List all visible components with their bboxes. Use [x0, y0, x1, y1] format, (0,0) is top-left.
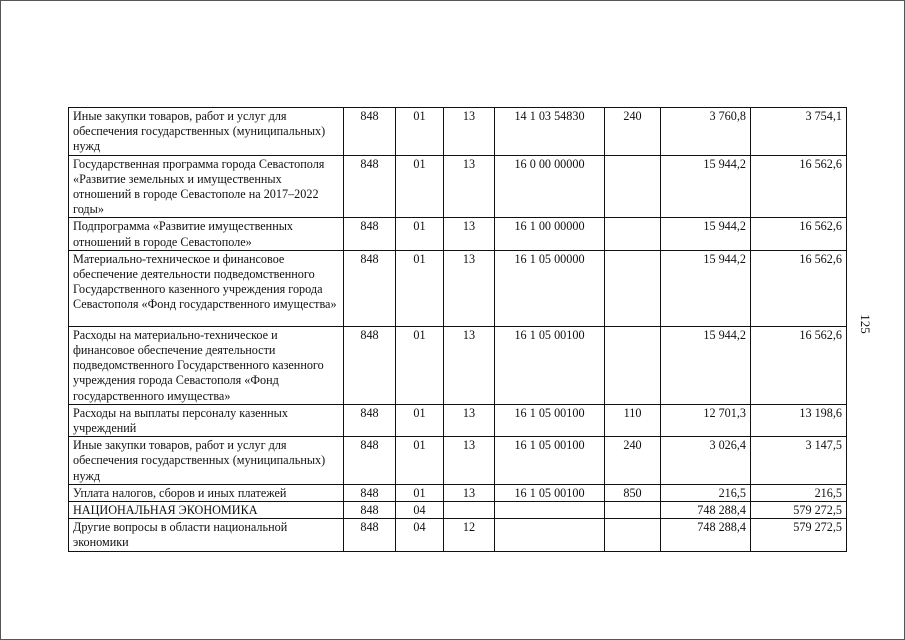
row-pr — [444, 502, 495, 519]
row-csr: 16 1 05 00100 — [495, 404, 605, 436]
row-name: Иные закупки товаров, работ и услуг для обеспечения государственных (муниципальных) нужд — [69, 108, 344, 156]
row-sum-1: 216,5 — [661, 484, 751, 501]
table-body — [69, 108, 847, 552]
row-ved: 848 — [344, 218, 396, 250]
row-csr: 16 1 00 00000 — [495, 218, 605, 250]
row-name: Государственная программа города Севастополя «Развитие земельных и имущественных отношений в городе Севастополе на 2017–2022 годы» — [69, 155, 344, 218]
row-rz: 01 — [396, 155, 444, 218]
row-rz: 01 — [396, 250, 444, 326]
row-vr: 850 — [605, 484, 661, 501]
row-rz: 04 — [396, 519, 444, 551]
row-sum-2: 16 562,6 — [751, 326, 847, 404]
row-vr — [605, 326, 661, 404]
row-ved: 848 — [344, 155, 396, 218]
row-sum-2: 13 198,6 — [751, 404, 847, 436]
row-pr: 13 — [444, 326, 495, 404]
row-sum-1: 12 701,3 — [661, 404, 751, 436]
row-vr: 240 — [605, 108, 661, 156]
row-pr: 13 — [444, 437, 495, 485]
row-csr: 16 1 05 00100 — [495, 326, 605, 404]
row-vr — [605, 519, 661, 551]
row-csr: 16 0 00 00000 — [495, 155, 605, 218]
row-ved: 848 — [344, 437, 396, 485]
table-row — [69, 502, 847, 519]
row-sum-2: 16 562,6 — [751, 155, 847, 218]
row-vr: 110 — [605, 404, 661, 436]
row-sum-1: 15 944,2 — [661, 250, 751, 326]
row-vr — [605, 250, 661, 326]
row-pr: 12 — [444, 519, 495, 551]
row-sum-2: 16 562,6 — [751, 218, 847, 250]
row-sum-2: 16 562,6 — [751, 250, 847, 326]
row-sum-1: 15 944,2 — [661, 218, 751, 250]
table-row — [69, 404, 847, 436]
row-name: Расходы на выплаты персоналу казенных учреждений — [69, 404, 344, 436]
table-row — [69, 437, 847, 485]
row-vr — [605, 155, 661, 218]
row-name: Материально-техническое и финансовое обеспечение деятельности подведомственного Государственного казенного учреждения города Севастополя «Фонд государственного имущества» — [69, 250, 344, 326]
table-row — [69, 108, 847, 156]
row-rz: 04 — [396, 502, 444, 519]
row-rz: 01 — [396, 218, 444, 250]
row-vr — [605, 502, 661, 519]
row-csr: 14 1 03 54830 — [495, 108, 605, 156]
row-name: Уплата налогов, сборов и иных платежей — [69, 484, 344, 501]
row-ved: 848 — [344, 108, 396, 156]
row-rz: 01 — [396, 404, 444, 436]
row-sum-1: 748 288,4 — [661, 502, 751, 519]
row-csr: 16 1 05 00100 — [495, 437, 605, 485]
row-sum-2: 3 147,5 — [751, 437, 847, 485]
row-ved: 848 — [344, 326, 396, 404]
row-sum-1: 748 288,4 — [661, 519, 751, 551]
row-vr — [605, 218, 661, 250]
row-sum-2: 579 272,5 — [751, 502, 847, 519]
row-rz: 01 — [396, 108, 444, 156]
row-name: Расходы на материально-техническое и финансовое обеспечение деятельности подведомственного Государственного казенного учреждения города Севастополя «Фонд государственного имущества» — [69, 326, 344, 404]
row-name: Иные закупки товаров, работ и услуг для обеспечения государственных (муниципальных) нужд — [69, 437, 344, 485]
row-pr: 13 — [444, 218, 495, 250]
row-name: Другие вопросы в области национальной экономики — [69, 519, 344, 551]
row-rz: 01 — [396, 326, 444, 404]
row-pr: 13 — [444, 250, 495, 326]
row-name: Подпрограмма «Развитие имущественных отношений в городе Севастополе» — [69, 218, 344, 250]
row-rz: 01 — [396, 484, 444, 501]
table-row — [69, 250, 847, 326]
row-pr: 13 — [444, 108, 495, 156]
table-row — [69, 218, 847, 250]
row-ved: 848 — [344, 484, 396, 501]
row-sum-1: 15 944,2 — [661, 155, 751, 218]
table-row — [69, 326, 847, 404]
row-rz: 01 — [396, 437, 444, 485]
row-sum-2: 3 754,1 — [751, 108, 847, 156]
row-csr — [495, 502, 605, 519]
table-row — [69, 519, 847, 551]
row-ved: 848 — [344, 404, 396, 436]
row-name: НАЦИОНАЛЬНАЯ ЭКОНОМИКА — [69, 502, 344, 519]
row-sum-1: 3 026,4 — [661, 437, 751, 485]
table-row — [69, 155, 847, 218]
table-row — [69, 484, 847, 501]
row-ved: 848 — [344, 502, 396, 519]
row-pr: 13 — [444, 484, 495, 501]
row-sum-1: 15 944,2 — [661, 326, 751, 404]
row-pr: 13 — [444, 404, 495, 436]
row-sum-1: 3 760,8 — [661, 108, 751, 156]
row-sum-2: 579 272,5 — [751, 519, 847, 551]
page-number: 125 — [858, 314, 873, 334]
budget-table — [68, 107, 847, 552]
row-ved: 848 — [344, 250, 396, 326]
row-pr: 13 — [444, 155, 495, 218]
row-csr: 16 1 05 00100 — [495, 484, 605, 501]
row-ved: 848 — [344, 519, 396, 551]
row-csr — [495, 519, 605, 551]
row-sum-2: 216,5 — [751, 484, 847, 501]
row-csr: 16 1 05 00000 — [495, 250, 605, 326]
row-vr: 240 — [605, 437, 661, 485]
